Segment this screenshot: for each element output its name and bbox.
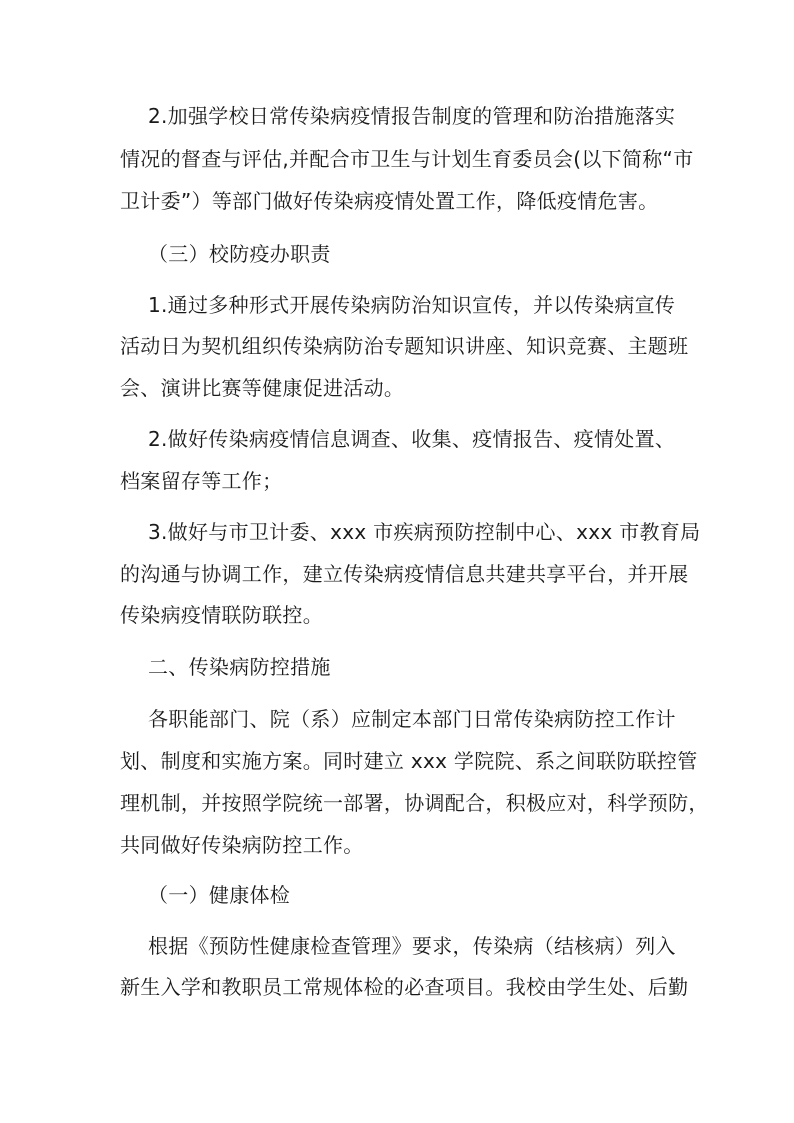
paragraph-line: 划、制度和实施方案。同时建立 xxx 学院院、系之间联防联控管 (120, 749, 698, 773)
section-heading: （一）健康体检 (148, 883, 291, 907)
paragraph-line: 卫计委”）等部门做好传染病疫情处置工作，降低疫情危害。 (120, 189, 659, 213)
section-heading: 二、传染病防控措施 (148, 655, 331, 679)
paragraph-line: 新生入学和教职员工常规体检的必查项目。我校由学生处、后勤 (120, 975, 689, 999)
paragraph-line: 共同做好传染病防控工作。 (120, 833, 364, 857)
paragraph-line: 1.通过多种形式开展传染病防治知识宣传，并以传染病宣传 (148, 293, 676, 317)
paragraph-line: 情况的督查与评估,并配合市卫生与计划生育委员会(以下简称“市 (120, 147, 694, 171)
paragraph-line: 会、演讲比赛等健康促进活动。 (120, 376, 405, 400)
paragraph-line: 2.加强学校日常传染病疫情报告制度的管理和防治措施落实 (148, 104, 676, 128)
paragraph-line: 各职能部门、院（系）应制定本部门日常传染病防控工作计 (148, 707, 676, 731)
section-heading: （三）校防疫办职责 (148, 242, 331, 266)
paragraph-line: 传染病疫情联防联控。 (120, 603, 323, 627)
paragraph-line: 活动日为契机组织传染病防治专题知识讲座、知识竞赛、主题班 (120, 334, 689, 358)
paragraph-line: 的沟通与协调工作，建立传染病疫情信息共建共享平台，并开展 (120, 562, 689, 586)
paragraph-line: 档案留存等工作； (120, 469, 283, 493)
paragraph-line: 理机制，并按照学院统一部署，协调配合，积极应对，科学预防， (120, 791, 709, 815)
paragraph-line: 3.做好与市卫计委、xxx 市疾病预防控制中心、xxx 市教育局 (148, 520, 701, 544)
paragraph-line: 2.做好传染病疫情信息调查、收集、疫情报告、疫情处置、 (148, 427, 676, 451)
paragraph-line: 根据《预防性健康检查管理》要求，传染病（结核病）列入 (148, 934, 676, 958)
